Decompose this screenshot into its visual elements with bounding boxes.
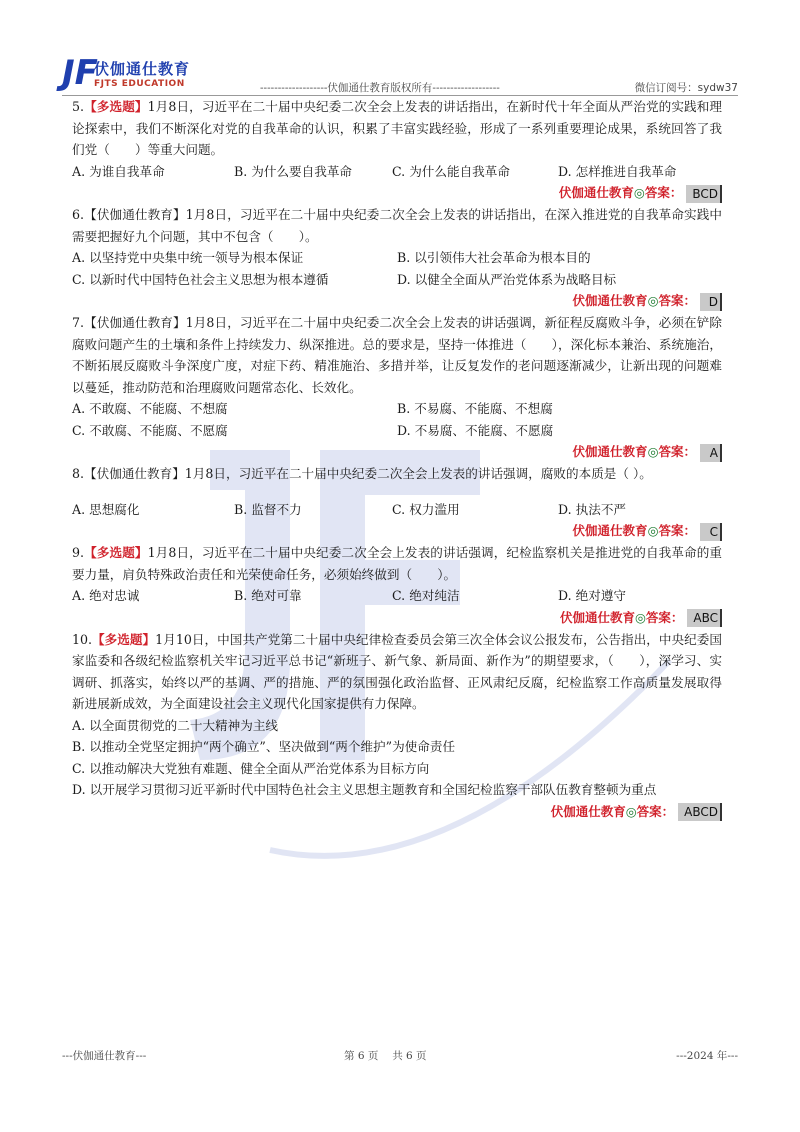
option-a[interactable]: A. 不敢腐、不能腐、不想腐 — [72, 401, 228, 416]
question-number: 10. — [72, 631, 93, 647]
answer-mark-icon: ◎ — [625, 803, 637, 819]
option-c[interactable]: C. 绝对纯洁 — [392, 588, 460, 603]
option-d[interactable]: D. 怎样推进自我革命 — [558, 163, 677, 179]
logo-chinese-name: 伏伽通仕教育 — [94, 60, 191, 78]
option-a[interactable]: A. 为谁自我革命 — [72, 163, 165, 179]
answer-brand: 伏伽通仕教育 — [572, 444, 648, 459]
answer-value: ABC — [687, 609, 722, 627]
question-6 — [72, 204, 722, 312]
answer-line — [72, 607, 722, 629]
page-header — [62, 52, 738, 92]
options — [72, 585, 722, 607]
options — [72, 499, 722, 521]
option-c[interactable]: C. 为什么能自我革命 — [392, 163, 510, 179]
question-number: 5. — [72, 99, 85, 114]
answer-line — [72, 801, 722, 823]
spacer — [72, 485, 722, 499]
options — [72, 398, 722, 441]
multi-choice-tag: 【多选题】 — [84, 545, 148, 560]
page-number: 第 6 页 共 6 页 — [344, 1050, 427, 1062]
brand-prefix: 【伏伽通仕教育】 — [84, 207, 186, 222]
question-body: 1月8日，习近平在二十届中央纪委二次全会上发表的讲话强调，新征程反腐败斗争，必须在铲除腐败问题产生的土壤和条件上持续发力、纵深推进。总的要求是，坚持一体推进（ ），深化标本兼治、系统施治，不断拓展反腐败斗争深度广度，对症下药、精准施治、多措并举，让反复发作的老问题逐渐减少，让新出现的问题难以蔓延，推动防范和治理腐败问题常态化、长效化。 — [72, 315, 722, 395]
question-list — [72, 96, 722, 823]
question-8 — [72, 463, 722, 542]
brand-prefix: 【伏伽通仕教育】 — [84, 466, 185, 481]
option-a[interactable]: A. 以坚持党中央集中统一领导为根本保证 — [72, 250, 304, 265]
answer-brand: 伏伽通仕教育 — [572, 293, 648, 308]
option-d[interactable]: D. 以开展学习贯彻习近平新时代中国特色社会主义思想主题教育和全国纪检监察干部队伍教育整顿为重点 — [72, 782, 657, 797]
option-b[interactable]: B. 以推动全党坚定拥护“两个确立”、坚决做到“两个维护”为使命责任 — [72, 739, 456, 754]
question-body: 1月8日，习近平在二十届中央纪委二次全会上发表的讲话指出，在深入推进党的自我革命实践中需要把握好九个问题，其中不包含（ ）。 — [72, 207, 722, 244]
options — [72, 161, 722, 183]
option-b[interactable]: B. 以引领伟大社会革命为根本目的 — [397, 250, 591, 265]
answer-label: 答案： — [658, 523, 696, 538]
question-text — [72, 542, 722, 585]
answer-brand: 伏伽通仕教育 — [550, 803, 626, 819]
option-a[interactable]: A. 思想腐化 — [72, 501, 140, 517]
option-c[interactable]: C. 以推动解决大党独有难题、健全全面从严治党体系为目标方向 — [72, 760, 430, 776]
question-text — [72, 312, 722, 398]
option-d[interactable]: D. 绝对遵守 — [558, 588, 627, 603]
option-b[interactable]: B. 绝对可靠 — [234, 588, 302, 603]
answer-brand: 伏伽通仕教育 — [559, 609, 635, 625]
answer-value: D — [700, 293, 722, 311]
option-b[interactable]: B. 不易腐、不能腐、不想腐 — [397, 401, 553, 416]
question-number: 9. — [72, 545, 85, 560]
answer-value: C — [700, 523, 722, 541]
answer-mark-icon: ◎ — [647, 523, 659, 538]
answer-brand: 伏伽通仕教育 — [572, 523, 648, 538]
question-text — [72, 463, 722, 485]
option-b[interactable]: B. 为什么要自我革命 — [234, 163, 353, 179]
answer-line — [72, 520, 722, 542]
multi-choice-tag: 【多选题】 — [84, 99, 148, 114]
header-wechat-id: 微信订阅号：sydw37 — [634, 82, 738, 94]
question-body: 1月8日，习近平在二十届中央纪委二次全会上发表的讲话指出，在新时代十年全面从严治党的实践和理论探索中，我们不断深化对党的自我革命的认识，积累了丰富实践经验，形成了一系列重要理论成果，系统回答了我们党（ ）等重大问题。 — [72, 99, 723, 157]
option-d[interactable]: D. 执法不严 — [558, 501, 627, 517]
option-c[interactable]: C. 以新时代中国特色社会主义思想为根本遵循 — [72, 271, 329, 287]
question-body: 1月8日，习近平在二十届中央纪委二次全会上发表的讲话强调，纪检监察机关是推进党的自我革命的重要力量，肩负特殊政治责任和光荣使命任务，必须始终做到（ ）。 — [72, 545, 723, 582]
question-body: 1月10日，中国共产党第二十届中央纪律检查委员会第三次全体会议公报发布，公告指出，中央纪委国家监委和各级纪检监察机关牢记习近平总书记“新班子、新气象、新局面、新作为”的期望要求，（ ），深学习、实调研、抓落实，始终以严的基调、严的措施、严的氛围强化政治监督、正风肃纪反腐，纪检监察工作高质量发展取得新进展新成效，为全面建设社会主义现代化国家提供有力保障。 — [72, 631, 722, 711]
options — [72, 715, 722, 801]
option-a[interactable]: A. 绝对忠诚 — [72, 588, 140, 603]
answer-label: 答案： — [658, 293, 696, 308]
option-a[interactable]: A. 以全面贯彻党的二十大精神为主线 — [72, 717, 279, 733]
answer-value: A — [700, 444, 722, 462]
fjts-logo-icon: JF — [62, 53, 98, 93]
question-5 — [72, 96, 722, 204]
answer-line — [72, 441, 722, 463]
option-b[interactable]: B. 监督不力 — [234, 501, 302, 517]
answer-value: ABCD — [678, 803, 722, 821]
question-text — [72, 204, 722, 247]
answer-label: 答案： — [644, 185, 683, 200]
answer-label: 答案： — [636, 803, 675, 819]
brand-prefix: 【伏伽通仕教育】 — [84, 315, 186, 330]
question-7 — [72, 312, 722, 463]
options — [72, 247, 722, 290]
question-number: 7. — [72, 315, 85, 330]
answer-label: 答案： — [658, 444, 696, 459]
question-number: 8. — [72, 466, 85, 481]
answer-mark-icon: ◎ — [647, 444, 659, 459]
answer-value: BCD — [686, 185, 722, 203]
answer-label: 答案： — [645, 609, 684, 625]
answer-mark-icon: ◎ — [634, 609, 646, 625]
answer-mark-icon: ◎ — [633, 185, 645, 200]
answer-line — [72, 290, 722, 312]
logo-english-name: FJTS EDUCATION — [94, 79, 185, 89]
option-d[interactable]: D. 不易腐、不能腐、不愿腐 — [397, 422, 554, 438]
question-9 — [72, 542, 722, 629]
option-d[interactable]: D. 以健全全面从严治党体系为战略目标 — [397, 271, 617, 287]
option-c[interactable]: C. 权力滥用 — [392, 501, 460, 517]
question-text — [72, 96, 722, 161]
question-body: 1月8日，习近平在二十届中央纪委二次全会上发表的讲话强调，腐败的本质是（ ）。 — [184, 466, 652, 481]
answer-mark-icon: ◎ — [647, 293, 659, 308]
question-text — [72, 629, 722, 715]
option-c[interactable]: C. 不敢腐、不能腐、不愿腐 — [72, 422, 228, 438]
footer-year: ---2024 年--- — [676, 1050, 738, 1062]
header-copyright: -------------------伏伽通仕教育版权所有------------------- — [260, 82, 500, 94]
question-10 — [72, 629, 722, 823]
answer-brand: 伏伽通仕教育 — [558, 185, 634, 200]
answer-line — [72, 182, 722, 204]
multi-choice-tag: 【多选题】 — [92, 631, 156, 647]
question-number: 6. — [72, 207, 85, 222]
footer-brand: ---伏伽通仕教育--- — [62, 1050, 147, 1062]
logo-text — [94, 58, 190, 89]
